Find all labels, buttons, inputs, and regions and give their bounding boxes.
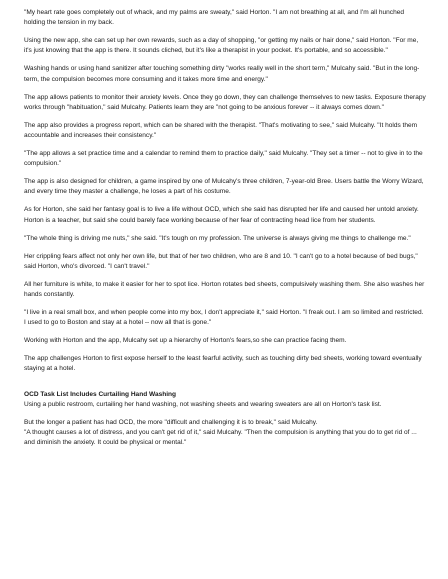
paragraph: "The whole thing is driving me nuts," she said. "It's tough on my profession. The universe is always giving me things to challenge me."	[24, 234, 411, 242]
paragraph: As for Horton, she said her fantasy goal is to live a life without OCD, which she said has disrupted her life and caused her untold anxiety. Horton is a teacher, but said she could barely face working because of her fear of contracting head lice from her students.	[24, 206, 419, 224]
paragraph: The app also provides a progress report, which can be shared with the therapist. "That's motivating to see," said Mulcahy. "It holds them accountable and increases their consistency."	[24, 121, 418, 140]
paragraph: The app challenges Horton to first expose herself to the least fearful activity, such as touching dirty bed sheets, working toward eventually staying at a hotel.	[24, 355, 422, 373]
paragraph: Her crippling fears affect not only her own life, but that of her two children, who are 8 and 10. "I can't go to a hotel because of bed bugs," said Horton, who's divorced. "I can't travel."	[24, 252, 418, 270]
paragraph: The app is also designed for children, a game inspired by one of Mulcahy's three children, 7-year-old Bree. Users battle the Worry Wizard, and every time they master a challenge, he loses a part of his costume.	[24, 178, 424, 196]
section-heading: OCD Task List Includes Curtailing Hand Washing	[24, 390, 177, 398]
paragraph: Washing hands or using hand sanitizer after touching something dirty "works really well in the short term," Mulcahy said. "But in the long-term, the compulsion becomes more consuming and it takes more time and energy."	[24, 65, 420, 83]
paragraph: The app allows patients to monitor their anxiety levels. Once they go down, they can challenge themselves to new tasks. Exposure therapy works through "habituation," said Mulcahy. Patients learn they are "not going to be anxious forever -- it always comes down."	[24, 93, 426, 111]
paragraph: "I live in a real small box, and when people come into my box, I don't appreciate it," said Horton. "I freak out. I am so limited and restricted. I used to go to Boston and stay at a hotel -- now all that is gone."	[24, 309, 424, 327]
paragraph: But the longer a patient has had OCD, the more "difficult and challenging it is to break," said Mulcahy.	[24, 418, 318, 426]
paragraph: "A thought causes a lot of distress, and you can't get rid of it," said Mulcahy. "Then the compulsion is anything that you do to get rid of ... and diminish the anxiety. It could be physical or mental."	[24, 429, 417, 447]
paragraph: Using a public restroom, curtailing her hand washing, not washing sheets and wearing sweaters are all on Horton's task list.	[24, 400, 382, 408]
paragraph: Working with Horton and the app, Mulcahy set up a hierarchy of Horton's fears,so she can practice facing them.	[24, 337, 347, 345]
paragraph: All her furniture is white, to make it easier for her to spot lice. Horton rotates bed sheets, compulsively washing them. She also washes her hands constantly.	[24, 280, 425, 299]
paragraph: Using the new app, she can set up her own rewards, such as a day of shopping, "or getting my nails or hair done," said Horton. "For me, it's just knowing that the app is there. It sounds cliched, but it's like a therapist in your pocket. It's portable, and so accessible."	[24, 37, 419, 55]
paragraph: "The app allows a set practice time and a calendar to remind them to practice daily," said Mulcahy. "They set a timer -- not to give in to the compulsion."	[24, 150, 423, 168]
paragraph: "My heart rate goes completely out of whack, and my palms are sweaty," said Horton. "I am not breathing at all, and I'm all hunched holding the tension in my back.	[24, 9, 405, 27]
article-body	[24, 8, 426, 456]
